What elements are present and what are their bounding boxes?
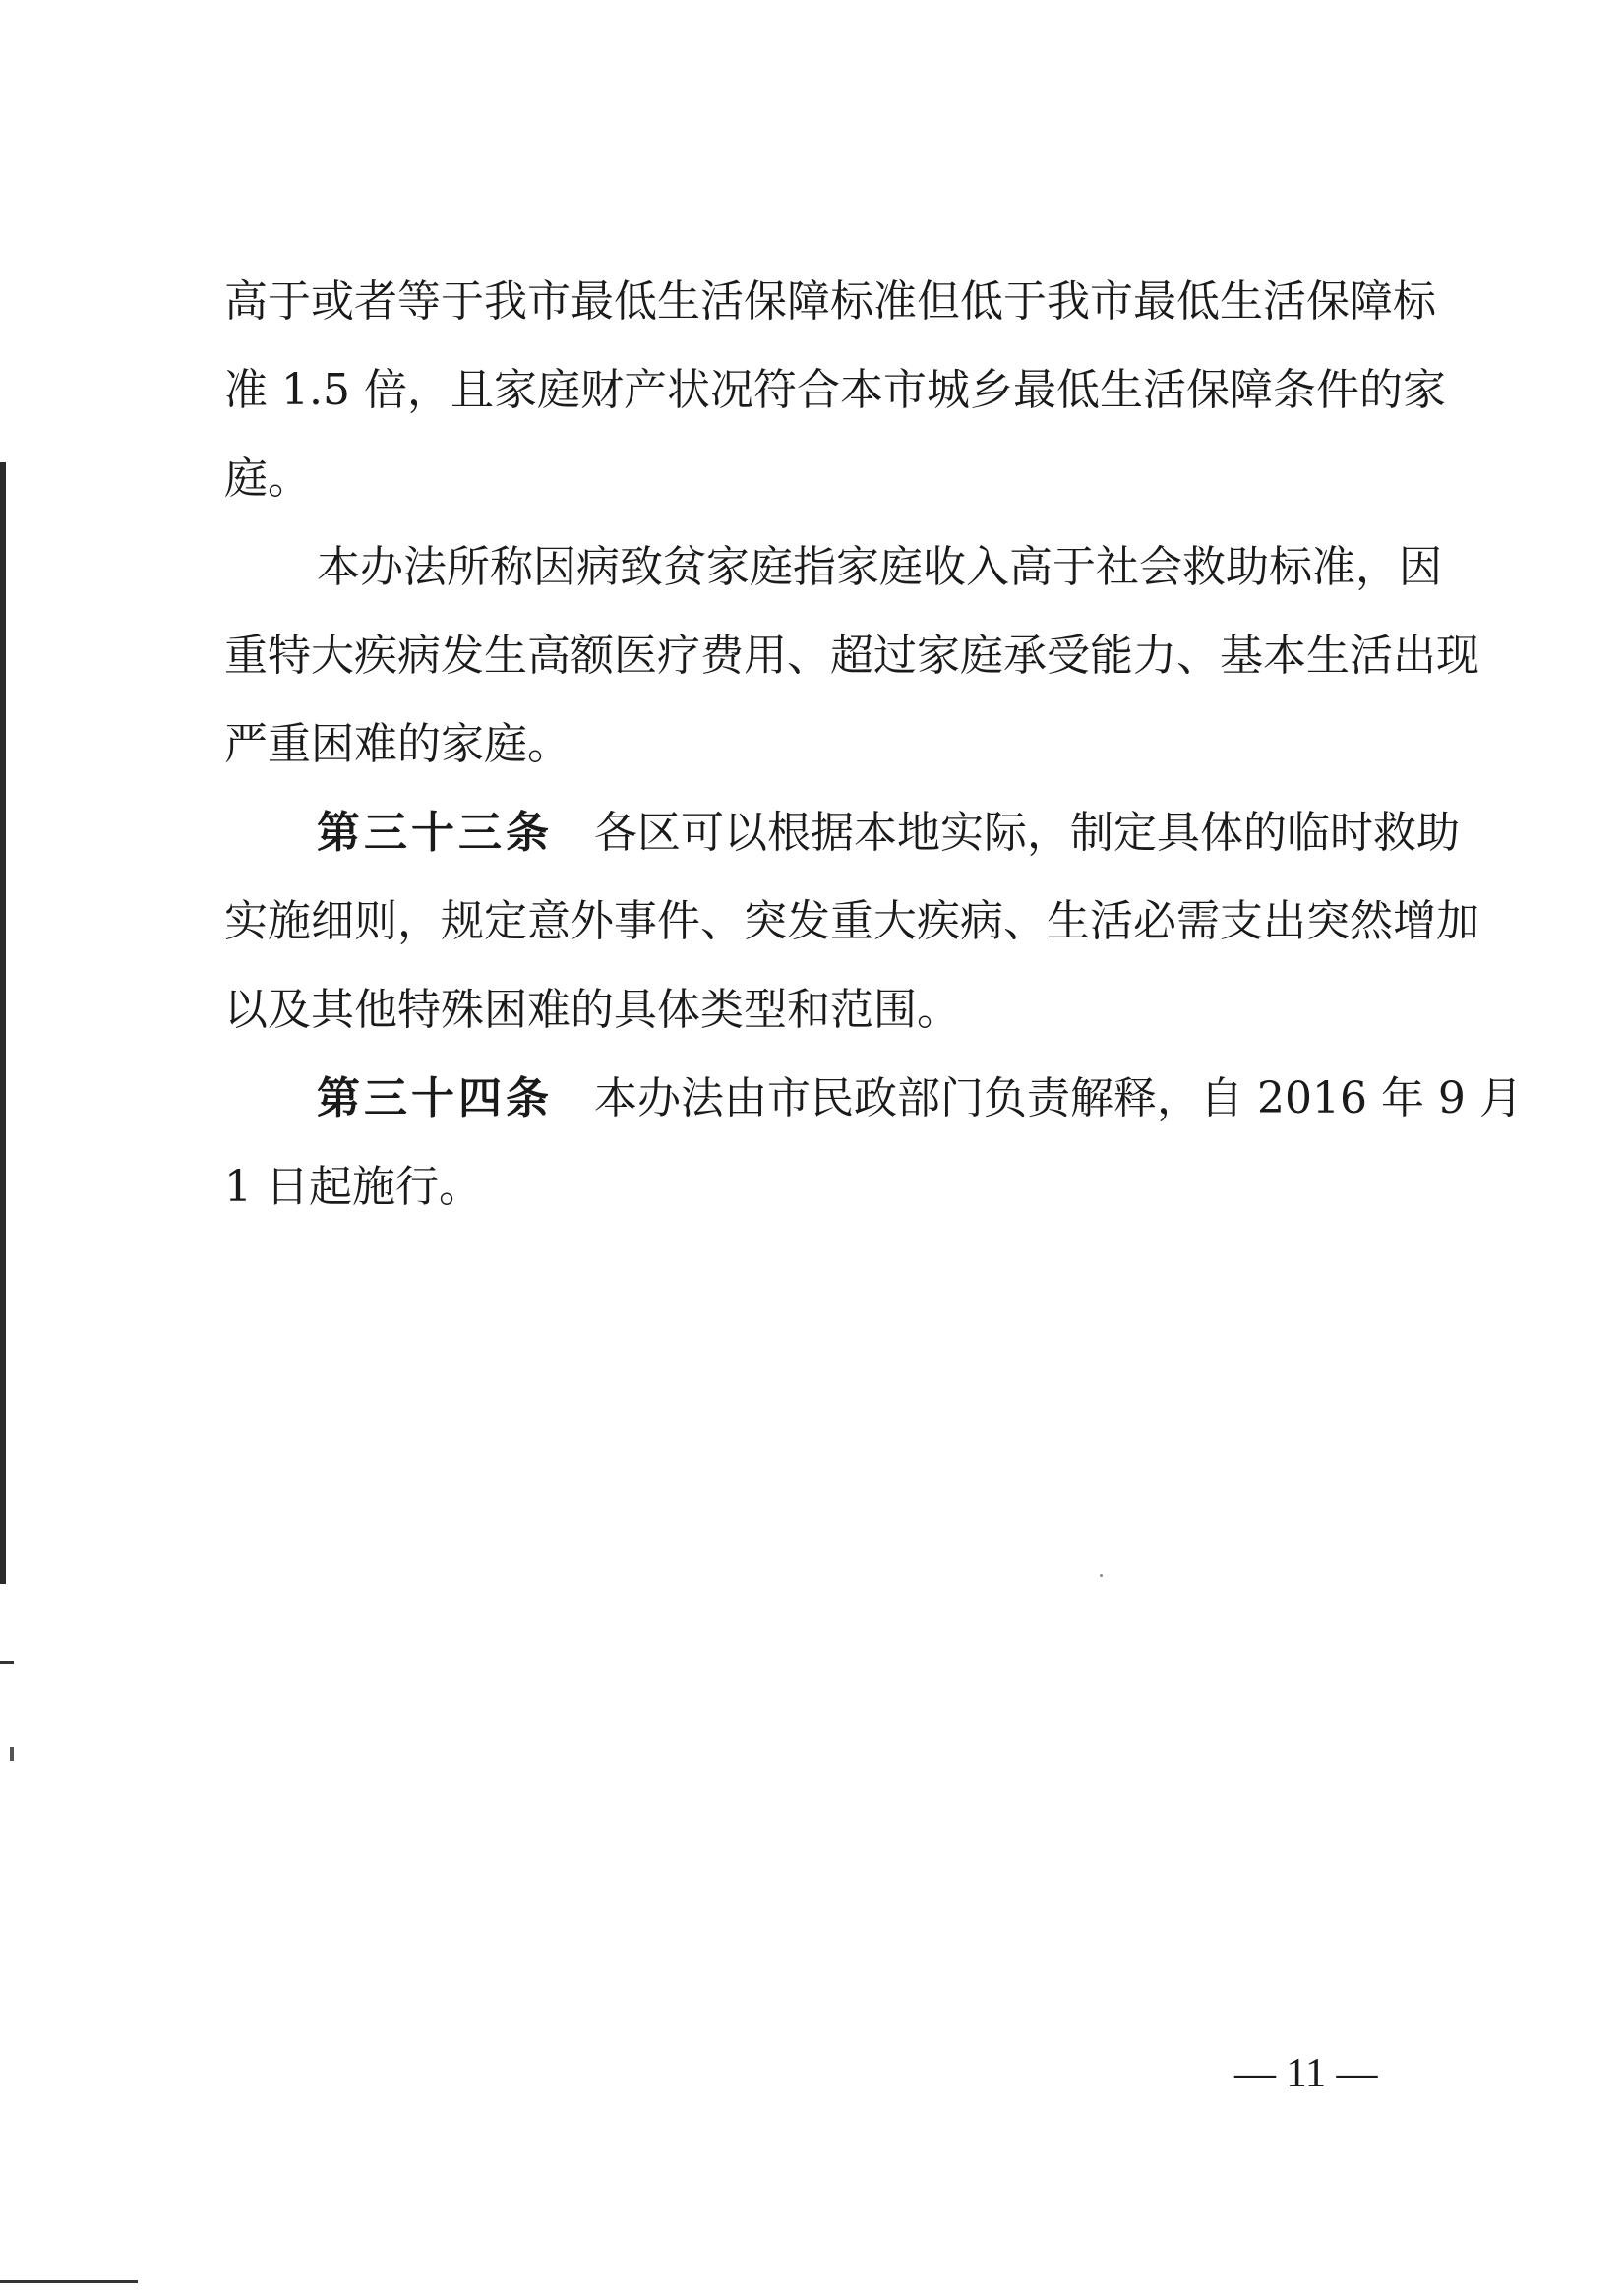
scan-bottom-artifact <box>0 2280 138 2283</box>
document-body <box>224 258 1523 1232</box>
article-33-line-2: 实施细则，规定意外事件、突发重大疾病、生活必需支出突然增加 <box>224 896 1479 946</box>
paragraph-1-line-2: 准 1.5 倍，且家庭财产状况符合本市城乡最低生活保障条件的家 <box>224 365 1446 415</box>
article-33-line-1 <box>224 789 1460 877</box>
article-33-text-1: 各区可以根据本地实际，制定具体的临时救助 <box>594 808 1460 858</box>
article-33-number: 第三十三条 <box>317 808 553 858</box>
article-34-number: 第三十四条 <box>317 1073 553 1123</box>
scan-mark-artifact <box>0 1661 14 1664</box>
article-33-line-3: 以及其他特殊困难的具体类型和范围。 <box>224 985 960 1035</box>
paragraph-2-line-2: 重特大疾病发生高额医疗费用、超过家庭承受能力、基本生活出现 <box>224 631 1479 681</box>
scan-dot-artifact <box>1100 1574 1103 1577</box>
article-34-line-2: 1 日起施行。 <box>224 1162 482 1212</box>
paragraph-1-line-1: 高于或者等于我市最低生活保障标准但低于我市最低生活保障标 <box>224 276 1436 327</box>
scan-mark-artifact-2 <box>10 1747 14 1761</box>
article-34-line-1 <box>224 1055 1523 1143</box>
page-number: — 11 — <box>1234 2051 1378 2096</box>
paragraph-2-line-3: 严重困难的家庭。 <box>224 719 571 769</box>
article-34-text-1: 本办法由市民政部门负责解释，自 2016 年 9 月 <box>594 1073 1523 1123</box>
paragraph-2-line-1: 本办法所称因病致贫家庭指家庭收入高于社会救助标准，因 <box>317 542 1442 592</box>
paragraph-1-line-3: 庭。 <box>224 453 311 504</box>
scan-edge-artifact <box>0 462 6 1584</box>
